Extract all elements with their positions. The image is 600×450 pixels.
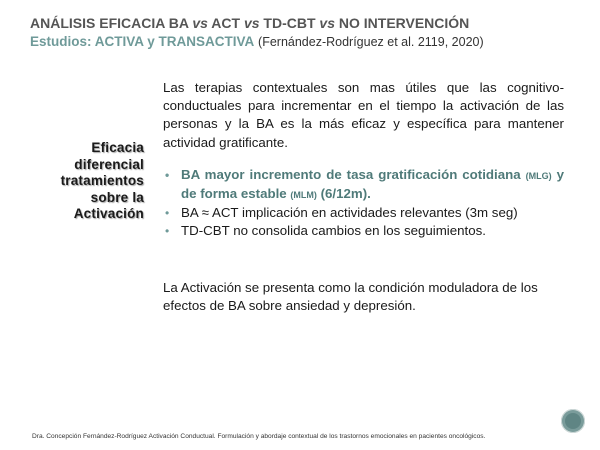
slide-title (30, 14, 590, 33)
bullet-text: TD-CBT no consolida cambios en los seguimientos. (181, 223, 486, 239)
bullet-icon: • (165, 167, 170, 182)
subtitle-citation: (Fernández-Rodríguez et al. 2119, 2020) (258, 35, 484, 49)
side-heading-line: sobre la (90, 189, 144, 205)
bullet-icon: • (165, 224, 170, 239)
side-heading (40, 140, 144, 223)
list-item (163, 166, 564, 204)
bullet-abbrev: (MLG) (525, 170, 552, 181)
findings-list (163, 166, 564, 241)
bullet-text: (6/12m). (316, 186, 371, 202)
side-heading-line: diferencial (74, 156, 144, 172)
closing-paragraph: La Activación se presenta como la condición moduladora de los efectos de BA sobre ansiedad y depresión. (163, 279, 538, 313)
bullet-abbrev: (MLM) (290, 190, 317, 201)
title-vs: vs (243, 15, 260, 31)
side-heading-line: Activación (73, 206, 144, 221)
list-item (163, 222, 564, 240)
bullet-text: y de forma estable (181, 166, 565, 202)
circle-nav-icon[interactable] (561, 409, 585, 433)
side-heading-line: Eficacia (91, 140, 144, 155)
slide-footer: Dra. Concepción Fernández-Rodríguez Activación Conductual. Formulación y abordaje contextual de los trastornos emocionales en pacientes oncológicos. (32, 433, 486, 440)
slide-subtitle (30, 33, 590, 51)
side-heading-line: tratamientos (60, 173, 144, 188)
title-part: TD-CBT (259, 15, 320, 31)
title-vs: vs (319, 15, 335, 31)
title-vs: vs (192, 15, 208, 31)
subtitle-studies: Estudios: ACTIVA y TRANSACTIVA (30, 34, 255, 49)
title-part: NO INTERVENCIÓN (334, 15, 470, 31)
circle-nav-inner (565, 413, 581, 429)
bullet-text: BA ≈ ACT implicación en actividades relevantes (3m seg) (181, 205, 518, 221)
slide-body (163, 79, 564, 315)
list-item (163, 204, 564, 222)
bullet-text: BA mayor incremento de tasa gratificación cotidiana (181, 166, 526, 182)
title-part: ANÁLISIS EFICACIA BA (30, 15, 193, 31)
title-part: ACT (207, 15, 244, 31)
slide-header (30, 14, 590, 51)
bullet-icon: • (165, 206, 170, 221)
intro-paragraph: Las terapias contextuales son mas útiles que las cognitivo-conductuales para incrementar en el tiempo la activación de las personas y la BA es la más eficaz y específica para mantener actividad gratificante. (163, 80, 564, 150)
